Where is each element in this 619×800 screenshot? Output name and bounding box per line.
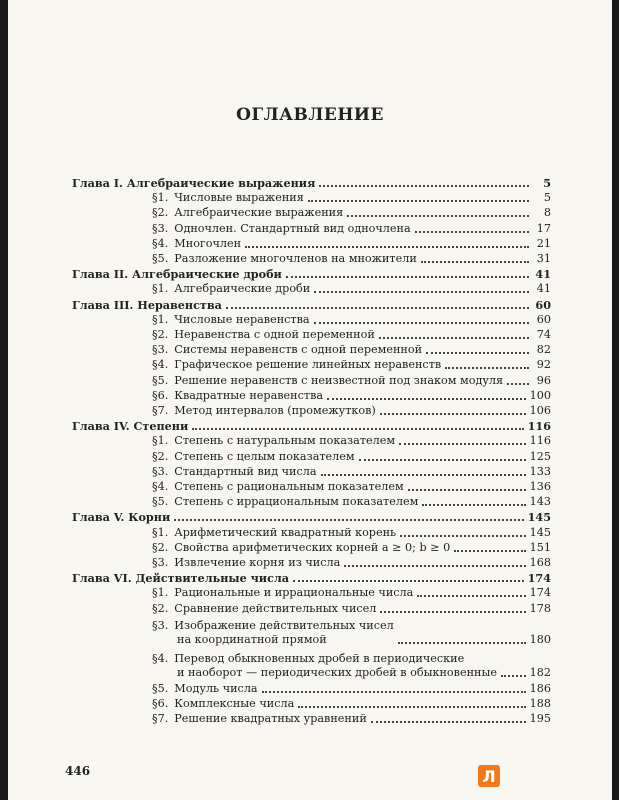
section-page-number: 96	[536, 373, 551, 387]
section-label	[152, 222, 411, 236]
dot-leader	[321, 473, 526, 476]
toc-section-row[interactable]	[152, 541, 551, 555]
chapter-page-number: 41	[535, 267, 551, 282]
dot-leader	[347, 214, 529, 217]
section-title: Метод интервалов (промежутков)	[174, 404, 376, 417]
section-title: Разложение многочленов на множители	[174, 252, 417, 265]
dot-leader	[415, 230, 529, 233]
section-label	[152, 480, 404, 494]
section-label	[152, 495, 418, 509]
section-number: §6.	[152, 696, 169, 710]
section-title: Степень с рациональным показателем	[174, 480, 404, 493]
section-title: Числовые неравенства	[174, 312, 310, 326]
section-number: §3.	[152, 343, 169, 357]
section-page-number: 174	[529, 586, 551, 600]
chapter-title: Глава II. Алгебраические дроби	[72, 267, 282, 282]
section-label	[152, 191, 304, 205]
section-page-number: 133	[529, 464, 551, 478]
page-number: 446	[65, 764, 91, 778]
toc-chapter-row[interactable]	[72, 571, 551, 585]
section-page-number: 116	[529, 434, 551, 448]
chapter-page-number: 145	[527, 510, 551, 525]
toc-section-row[interactable]	[152, 617, 551, 647]
dot-leader	[380, 610, 525, 613]
dot-leader	[314, 290, 529, 293]
chapter-title: Глава IV. Степени	[72, 419, 189, 434]
section-number: §1.	[152, 282, 169, 296]
toc-section-row[interactable]	[152, 389, 551, 403]
dot-leader	[408, 488, 526, 491]
dot-leader	[174, 518, 523, 521]
section-label	[152, 328, 375, 342]
section-title: Модуль числа	[174, 681, 258, 695]
toc-section-row[interactable]	[152, 465, 551, 479]
dot-leader	[445, 366, 529, 369]
section-title: Системы неравенств с одной переменной	[174, 343, 423, 357]
section-number: §1.	[152, 191, 169, 205]
section-label	[152, 526, 396, 540]
section-label	[152, 652, 497, 680]
section-label	[152, 697, 294, 711]
toc-section-row[interactable]	[152, 434, 551, 448]
dot-leader	[379, 336, 529, 339]
toc-section-row[interactable]	[152, 374, 551, 388]
section-number: §1.	[152, 586, 169, 600]
dot-leader	[245, 245, 529, 248]
section-page-number: 60	[536, 312, 551, 326]
toc-section-row[interactable]	[152, 526, 551, 540]
dot-leader	[319, 184, 529, 187]
section-number: §2.	[152, 328, 169, 341]
section-title: Комплексные числа	[174, 696, 295, 710]
section-number: §6.	[152, 388, 169, 402]
section-number: §2.	[152, 540, 169, 554]
dot-leader	[293, 579, 524, 582]
section-page-number: 186	[529, 681, 551, 695]
toc-section-row[interactable]	[152, 697, 551, 711]
logo-letter: Л	[482, 767, 496, 786]
toc-section-row[interactable]	[152, 404, 551, 418]
section-page-number: 100	[529, 388, 551, 402]
section-title: Неравенства с одной переменной	[174, 328, 375, 341]
section-number: §3.	[152, 556, 169, 569]
dot-leader	[359, 458, 526, 461]
section-label	[152, 343, 422, 357]
toc-section-row[interactable]	[152, 586, 551, 600]
dot-leader	[314, 321, 529, 324]
toc-section-row[interactable]	[152, 682, 551, 696]
section-label	[152, 541, 450, 555]
section-number: §4.	[152, 651, 169, 665]
section-number: §5.	[152, 252, 169, 265]
section-page-number: 92	[536, 358, 551, 372]
section-number: §3.	[152, 619, 169, 633]
labirint-logo-icon	[478, 765, 500, 787]
dot-leader	[422, 503, 525, 506]
section-number: §4.	[152, 358, 169, 372]
dot-leader	[399, 442, 526, 445]
toc-section-row[interactable]	[152, 602, 551, 616]
section-page-number: 180	[529, 633, 551, 647]
section-label	[152, 358, 441, 372]
section-page-number: 178	[529, 601, 551, 615]
section-page-number: 74	[536, 328, 551, 341]
toc-section-row[interactable]	[152, 328, 551, 342]
section-number: §7.	[152, 712, 169, 725]
chapter-page-number: 116	[527, 419, 551, 434]
section-title: Арифметический квадратный корень	[174, 525, 397, 539]
section-label	[152, 465, 317, 479]
toc-section-row[interactable]	[152, 343, 551, 357]
section-page-number: 31	[536, 252, 551, 265]
section-title: Сравнение действительных чисел	[174, 601, 377, 615]
dot-leader	[417, 594, 525, 597]
section-label	[152, 237, 241, 251]
page-title: ОГЛАВЛЕНИЕ	[236, 105, 384, 125]
toc-section-row[interactable]	[152, 237, 551, 251]
toc-chapter-row[interactable]	[72, 298, 551, 312]
section-number: §1.	[152, 312, 169, 326]
section-title: Свойства арифметических корней a ≥ 0; b ≥ 0	[174, 540, 451, 554]
dot-leader	[327, 397, 526, 400]
dot-leader	[298, 705, 525, 708]
section-number: §2.	[152, 601, 169, 615]
section-label	[152, 282, 310, 296]
section-title: Извлечение корня из числа	[174, 556, 341, 569]
section-title: Степень с натуральным показателем	[174, 434, 396, 448]
section-label	[152, 374, 503, 388]
dot-leader	[421, 260, 529, 263]
toc-section-row[interactable]	[152, 282, 551, 296]
dot-leader	[286, 275, 529, 278]
toc-section-row[interactable]	[152, 649, 551, 679]
section-label	[152, 450, 355, 464]
section-title: Алгебраические дроби	[174, 282, 311, 296]
section-number: §3.	[152, 221, 169, 235]
toc-section-row[interactable]	[152, 191, 551, 205]
dot-leader	[192, 427, 523, 430]
section-label	[152, 404, 376, 418]
section-label	[152, 602, 376, 616]
section-number: §2.	[152, 449, 169, 463]
dot-leader	[371, 720, 526, 723]
dot-leader	[262, 690, 526, 693]
section-page-number: 136	[529, 480, 551, 493]
section-label	[152, 712, 367, 726]
toc-chapter-row[interactable]	[72, 176, 551, 190]
section-title: Числовые выражения	[174, 191, 304, 205]
section-title: Решение неравенств с неизвестной под знаком модуля	[174, 373, 504, 387]
section-label	[152, 619, 394, 647]
section-title-continued: на координатной прямой	[177, 633, 327, 647]
section-title: Степень с целым показателем	[174, 449, 355, 463]
section-number: §4.	[152, 480, 169, 493]
section-title-continued: и наоборот — периодических дробей в обыкновенные	[177, 665, 498, 679]
section-label	[152, 682, 258, 696]
section-page-number: 41	[536, 282, 551, 296]
dot-leader	[507, 382, 529, 385]
section-number: §1.	[152, 525, 169, 539]
section-page-number: 195	[529, 712, 551, 725]
toc-section-row[interactable]	[152, 712, 551, 726]
section-number: §2.	[152, 206, 169, 220]
section-title: Степень с иррациональным показателем	[174, 495, 419, 509]
section-page-number: 21	[536, 236, 551, 250]
section-title: Перевод обыкновенных дробей в периодические	[174, 651, 465, 665]
dot-leader	[380, 412, 526, 415]
chapter-title: Глава I. Алгебраические выражения	[72, 176, 316, 190]
section-page-number: 182	[529, 665, 551, 679]
section-page-number: 8	[543, 206, 551, 220]
section-label	[152, 389, 323, 403]
section-title: Решение квадратных уравнений	[174, 712, 367, 725]
section-title: Многочлен	[174, 236, 242, 250]
toc-chapter-row[interactable]	[72, 267, 551, 281]
section-label	[152, 434, 395, 448]
section-page-number: 17	[536, 221, 551, 235]
section-page-number: 143	[529, 495, 551, 509]
dot-leader	[454, 549, 525, 552]
section-page-number: 106	[529, 404, 551, 417]
section-number: §5.	[152, 373, 169, 387]
section-title: Квадратные неравенства	[174, 388, 324, 402]
dot-leader	[226, 306, 529, 309]
toc-section-row[interactable]	[152, 495, 551, 509]
section-page-number: 82	[536, 343, 551, 357]
section-label	[152, 556, 340, 570]
section-title: Рациональные и иррациональные числа	[174, 586, 414, 600]
toc-section-row[interactable]	[152, 358, 551, 372]
toc-section-row[interactable]	[152, 556, 551, 570]
chapter-page-number: 174	[527, 571, 551, 586]
dot-leader	[308, 199, 529, 202]
chapter-page-number: 60	[535, 297, 551, 312]
toc-chapter-row[interactable]	[72, 419, 551, 433]
section-label	[152, 252, 417, 266]
section-page-number: 125	[529, 449, 551, 463]
section-title: Одночлен. Стандартный вид одночлена	[174, 221, 411, 235]
section-number: §3.	[152, 464, 169, 478]
section-page-number: 145	[529, 525, 551, 539]
toc-section-row[interactable]	[152, 480, 551, 494]
section-number: §1.	[152, 434, 169, 448]
section-number: §7.	[152, 404, 169, 417]
dot-leader	[400, 534, 525, 537]
section-number: §5.	[152, 495, 169, 509]
chapter-title: Глава III. Неравенства	[72, 297, 222, 312]
dot-leader	[398, 641, 526, 644]
book-page	[8, 0, 612, 800]
section-number: §5.	[152, 681, 169, 695]
chapter-page-number: 5	[543, 176, 551, 190]
toc-section-row[interactable]	[152, 206, 551, 220]
toc-chapter-row[interactable]	[72, 510, 551, 524]
section-label	[152, 206, 343, 220]
section-page-number: 151	[529, 540, 551, 554]
dot-leader	[344, 564, 525, 567]
section-title: Алгебраические выражения	[174, 206, 344, 220]
chapter-title: Глава VI. Действительные числа	[72, 571, 290, 586]
section-title: Графическое решение линейных неравенств	[174, 358, 442, 372]
section-page-number: 188	[529, 696, 551, 710]
dot-leader	[426, 351, 529, 354]
section-page-number: 168	[529, 556, 551, 569]
toc-section-row[interactable]	[152, 252, 551, 266]
dot-leader	[501, 674, 526, 677]
section-page-number: 5	[543, 191, 551, 205]
section-label	[152, 586, 413, 600]
section-title: Изображение действительных чисел	[174, 619, 394, 633]
section-label	[152, 313, 310, 327]
section-title: Стандартный вид числа	[174, 464, 317, 478]
chapter-title: Глава V. Корни	[72, 510, 171, 525]
toc-section-row[interactable]	[152, 450, 551, 464]
toc-section-row[interactable]	[152, 313, 551, 327]
toc-section-row[interactable]	[152, 222, 551, 236]
section-number: §4.	[152, 236, 169, 250]
